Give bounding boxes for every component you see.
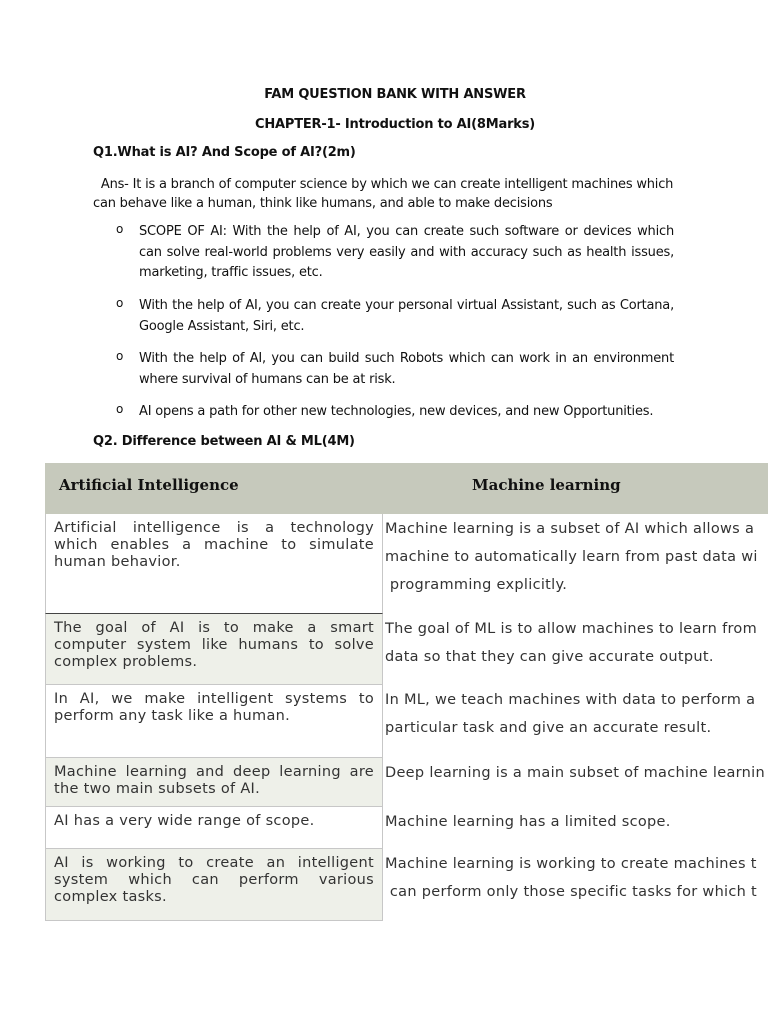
table-row <box>45 807 768 849</box>
bullet-text: With the help of AI, you can build such Robots which can work in an environment where survival of humans can be at risk. <box>139 351 674 387</box>
ml-cell <box>385 514 768 614</box>
table-row <box>45 685 768 758</box>
ai-cell: Artificial intelligence is a technology which enables a machine to simulate human behavior. <box>45 514 383 614</box>
question-1: Q1.What is AI? And Scope of AI?(2m) <box>93 145 356 160</box>
ml-cell <box>385 758 768 807</box>
document-title: FAM QUESTION BANK WITH ANSWER <box>264 87 526 102</box>
ml-cell-line: machine to automatically learn from past data wi <box>385 549 758 565</box>
table-row <box>45 758 768 807</box>
bullet-marker: o <box>116 402 124 416</box>
header-ml: Machine learning <box>472 476 621 494</box>
table-header <box>45 463 768 514</box>
ai-cell: The goal of AI is to make a smart computer system like humans to solve complex problems. <box>45 614 383 685</box>
question-2: Q2. Difference between AI & ML(4M) <box>93 434 355 449</box>
ai-cell: AI is working to create an intelligent system which can perform various complex tasks. <box>45 849 383 921</box>
ai-cell: Machine learning and deep learning are the two main subsets of AI. <box>45 758 383 807</box>
ai-cell: AI has a very wide range of scope. <box>45 807 383 849</box>
ml-cell <box>385 685 768 758</box>
bullet-marker: o <box>116 349 124 363</box>
header-ai: Artificial Intelligence <box>59 476 239 494</box>
ml-cell-line: The goal of ML is to allow machines to learn from <box>385 621 758 637</box>
ml-cell-line: particular task and give an accurate result. <box>385 720 712 736</box>
ml-cell-line: In ML, we teach machines with data to perform a <box>385 692 756 708</box>
chapter-heading: CHAPTER-1- Introduction to AI(8Marks) <box>254 117 536 132</box>
bullet-text: AI opens a path for other new technologies, new devices, and new Opportunities. <box>139 404 654 419</box>
ml-cell-line: Machine learning has a limited scope. <box>385 814 671 830</box>
ml-cell-line: Machine learning is working to create machines t <box>385 856 757 872</box>
table-row <box>45 849 768 921</box>
ml-cell <box>385 849 768 921</box>
bullet-marker: o <box>116 222 124 236</box>
bullet-text: With the help of AI, you can create your personal virtual Assistant, such as Cortana, Google Assistant, Siri, etc. <box>139 298 674 334</box>
table-row <box>45 514 768 614</box>
table-row <box>45 614 768 685</box>
ml-cell-line: data so that they can give accurate output. <box>385 649 714 665</box>
ml-cell-line: can perform only those specific tasks for which t <box>385 884 758 900</box>
ml-cell-line: Machine learning is a subset of AI which allows a <box>385 521 755 537</box>
bullet-marker: o <box>116 296 124 310</box>
ai-cell: In AI, we make intelligent systems to perform any task like a human. <box>45 685 383 758</box>
answer-1: Ans- It is a branch of computer science by which we can create intelligent machines which can behave like a human, think like humans, and able to make decisions <box>93 177 678 211</box>
ml-cell <box>385 614 768 685</box>
ml-cell <box>385 807 768 849</box>
ml-cell-line: Deep learning is a main subset of machine learnin <box>385 765 765 781</box>
ml-cell-line: programming explicitly. <box>385 577 568 593</box>
bullet-text: SCOPE OF AI: With the help of AI, you can create such software or devices which can solve real-world problems very easily and with accuracy such as health issues, marketing, traffic issues, etc. <box>139 224 674 280</box>
